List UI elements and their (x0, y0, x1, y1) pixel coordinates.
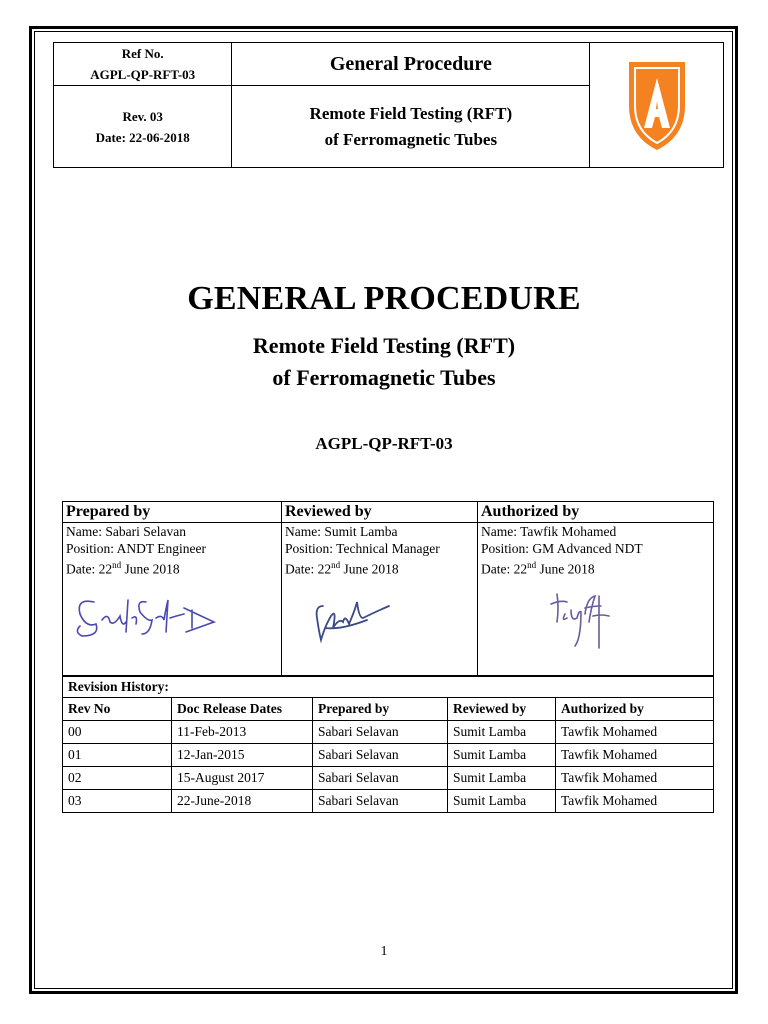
logo-cell (590, 43, 724, 168)
page-number: 1 (380, 944, 388, 959)
table-row: 03 22-June-2018 Sabari Selavan Sumit Lamba Tawfik Mohamed (63, 790, 714, 813)
preparer-signature-icon (66, 588, 226, 648)
authorizer-position: Position: GM Advanced NDT (481, 541, 643, 556)
table-row: 02 15-August 2017 Sabari Selavan Sumit Lamba Tawfik Mohamed (63, 767, 714, 790)
authorizer-cell (478, 523, 714, 676)
ref-label: Ref No. (121, 46, 164, 61)
col-rev-no: Rev No (63, 698, 172, 721)
ref-value: AGPL-QP-RFT-03 (90, 67, 196, 82)
doc-code: AGPL-QP-RFT-03 (315, 434, 453, 453)
preparer-date: Date: 22nd June 2018 (66, 560, 180, 577)
authorized-by-header: Authorized by (478, 502, 714, 523)
col-release-date: Doc Release Dates (172, 698, 313, 721)
col-prepared-by: Prepared by (313, 698, 448, 721)
preparer-position: Position: ANDT Engineer (66, 541, 207, 556)
preparer-cell (63, 523, 282, 676)
doc-type-cell (232, 43, 590, 86)
company-logo-icon (625, 56, 689, 154)
reviewer-cell (282, 523, 478, 676)
table-row: 01 12-Jan-2015 Sabari Selavan Sumit Lamba Tawfik Mohamed (63, 744, 714, 767)
rev-date: Date: 22-06-2018 (95, 129, 190, 145)
authorizer-date: Date: 22nd June 2018 (481, 560, 595, 577)
reviewer-date: Date: 22nd June 2018 (285, 560, 399, 577)
col-reviewed-by: Reviewed by (448, 698, 556, 721)
reviewer-name: Name: Sumit Lamba (285, 524, 398, 539)
table-row: 00 11-Feb-2013 Sabari Selavan Sumit Lamba Tawfik Mohamed (63, 721, 714, 744)
subtitle-line2: of Ferromagnetic Tubes (272, 365, 496, 390)
page-title: GENERAL PROCEDURE (187, 280, 581, 317)
page-subtitle (0, 330, 768, 394)
header-title-line1: Remote Field Testing (RFT) (309, 103, 513, 123)
authorizer-name: Name: Tawfik Mohamed (481, 524, 617, 539)
title-cell (232, 86, 590, 168)
reviewer-position: Position: Technical Manager (285, 541, 440, 556)
authorizer-signature-icon (481, 588, 681, 656)
ref-cell (54, 43, 232, 86)
revision-table (62, 676, 714, 813)
header-title-line2: of Ferromagnetic Tubes (324, 129, 498, 149)
subtitle-line1: Remote Field Testing (RFT) (252, 333, 516, 358)
reviewed-by-header: Reviewed by (282, 502, 478, 523)
rev-label: Rev. 03 (122, 108, 163, 124)
doc-type: General Procedure (329, 52, 492, 75)
header-table (53, 42, 724, 168)
reviewer-signature-icon (285, 588, 405, 648)
revision-caption: Revision History: (63, 677, 714, 698)
approval-table (62, 501, 714, 676)
prepared-by-header: Prepared by (63, 502, 282, 523)
col-authorized-by: Authorized by (556, 698, 714, 721)
preparer-name: Name: Sabari Selavan (66, 524, 186, 539)
rev-cell (54, 86, 232, 168)
